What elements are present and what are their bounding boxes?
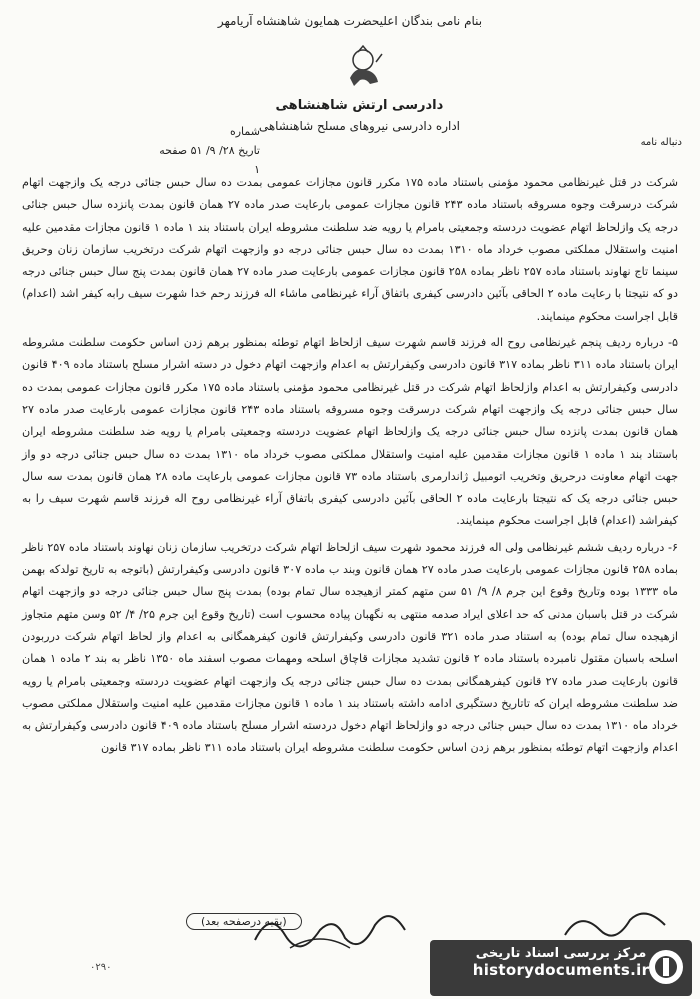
watermark-title: مرکز بررسی اسناد تاریخی [475, 946, 647, 961]
watermark-url: historydocuments.ir [472, 961, 650, 979]
organization-block [259, 96, 460, 136]
document-body [22, 172, 678, 764]
page-code: ۰۲۹۰ [90, 962, 112, 973]
continuation-note: (بقیه درصفحه بعد) [186, 913, 302, 930]
followup-label: دنباله نامه [640, 137, 682, 148]
invocation-header: بنام نامی بندگان اعلیحضرت همایون شاهنشاه آریامهر [217, 14, 483, 28]
organization-name: دادرسی ارتش شاهنشاهی [275, 98, 444, 113]
department-name: اداره دادرسی نیروهای مسلح شاهنشاهی [258, 119, 460, 133]
archive-watermark [430, 940, 692, 996]
date-label: تاریخ ۲۸/ ۹/ ۵۱ صفحه ۱ [159, 144, 260, 176]
paragraph: ۶- درباره ردیف ششم غیرنظامی ولی اله فرزند محمود شهرت سیف ازلحاظ اتهام شرکت درتخریب سازمان زنان نهاوند باستناد ماده ۲۵۷ ناظر بماده ۲۵۸ قانون مجازات عمومی بارعایت صدر ماده ۲۷ همان قانون وبند ب ماده ۳۰۷ قانون دادرسی وکیفرارتش (باتوجه به تاریخ تولدکه بهمن ماه ۱۳۳۳ بوده وتاریخ وقوع این جرم ۸/ ۹/ ۵۱ سن متهم کمتر ازهیجده سال تمام بوده) بمدت پنج سال حبس جنائی درجه دو وازجهت اتهام شرکت در قتل باسبان مدنی که حد اعلای ایراد صدمه منتهی به نگهبان پیاده محسوب است (تاریخ وقوع این جرم ۲۵/ ۴/ ۵۲ وسن متهم متجاوز ازهیجده سال تمام بوده) به استناد صدر ماده ۳۲۱ قانون دادرسی وکیفرارتش قانون کیفرهمگانی به اعدام واز لحاظ اتهام شرکت درربودن اسلحه باسبان مقتول نامبرده باستناد ماده ۲ قانون تشدید مجازات قاچاق اسلحه ومهمات مصوب اسفند ماه ۱۳۵۰ ناظر به بند ۲ ماده ۱ همان قانون بارعایت صدر ماده ۲۷ قانون کیفرهمگانی بمدت ده سال حبس جنائی درجه یک وازجهت اتهام عضویت دردسته وجمعیتی بامرام یا رویه ضد سلطنت مشروطه ایران که تاتاریخ دستگیری ادامه داشته باستناد بند ۱ ماده ۱ قانون مجازات مقدمین علیه امنیت واستقلال مملکتی مصوب خرداد ماه ۱۳۱۰ بمدت ده سال حبس جنائی درجه دو وازلحاظ اتهام دخول دردسته اشرار مسلح باستناد ماده ۴۰۹ قانون دادرسی وکیفرارتش به اعدام وازجهت اتهام توطئه بمنظور برهم زدن اساس حکومت سلطنت مشروطه ایران باستناد ماده ۳۱۱ ناظر بماده ۳۱۷ قانون [22, 540, 679, 755]
lion-and-sun-emblem [340, 44, 386, 94]
number-label: شماره [229, 125, 260, 138]
archive-logo-icon [646, 944, 686, 990]
document-meta [150, 122, 260, 179]
paragraph: ۵- درباره ردیف پنجم غیرنظامی روح اله فرزند قاسم شهرت سیف ازلحاظ اتهام توطئه بمنظور برهم زدن اساس حکومت سلطنت مشروطه ایران باستناد ماده ۳۱۱ ناظر بماده ۳۱۷ قانون دادرسی وکیفرارتش به اعدام وازجهت اتهام دخول در دسته اشرار مسلح باستناد ماده ۴۰۹ قانون دادرسی وکیفرارتش به اعدام وازلحاظ اتهام شرکت در قتل غیرنظامی محمود مؤمنی باستناد ماده ۱۷۵ مکرر قانون مجازات عمومی بمدت ده سال حبس جنائی درجه یک وازجهت اتهام شرکت درسرقت وجوه مسروقه باستناد ماده ۲۴۳ قانون مجازات عمومی بارعایت صدر ماده ۲۷ همان قانون بمدت پانزده سال حبس جنائی درجه یک وازلحاظ اتهام عضویت دردسته وجمعیتی بامرام یا رویه ضد سلطنت مشروطه ایران باستناد بند ۱ ماده ۱ قانون مجازات مقدمین علیه امنیت واستقلال مملکتی مصوب خرداد ماه ۱۳۱۰ بمدت ده سال حبس جنائی درجه دو واز جهت اتهام معاونت درحریق وتخریب اتومبیل ژاندارمری باستناد ماده ۷۳ قانون مجازات عمومی بارعایت ماده ۲۸ همان قانون بمدت سه سال حبس جنائی درجه یک که نتیجتا بارعایت ماده ۲ الحاقی بآئین دادرسی کیفری باتفاق آراء غیرنظامی روح اله فرزند قاسم شهرت سیف را به کیفراشد (اعدام) قابل اجراست محکوم مینمایند. [22, 336, 679, 528]
paragraph: شرکت در قتل غیرنظامی محمود مؤمنی باستناد ماده ۱۷۵ مکرر قانون مجازات عمومی بمدت ده سال حبس جنائی درجه یک وازجهت اتهام شرکت درسرقت وجوه مسروقه باستناد ماده ۲۴۳ قانون مجازات عمومی بارعایت صدر ماده ۲۷ همان قانون بمدت پانزده سال حبس جنائی درجه یک وازلحاظ اتهام عضویت دردسته وجمعیتی بامرام یا رویه ضد سلطنت مشروطه ایران باستناد بند ۱ ماده ۱ قانون مجازات مقدمین علیه امنیت واستقلال مملکتی مصوب خرداد ماه ۱۳۱۰ بمدت ده سال حبس جنائی درجه دو وازجهت اتهام شرکت درتخریب سازمان زنان وحریق سینما تاج نهاوند باستناد ماده ۲۵۷ ناظر بماده ۲۵۸ قانون مجازات عمومی بارعایت صدر ماده ۲۷ همان قانون بمدت پنج سال حبس جنائی درجه دو که نتیجتا با رعایت ماده ۲ الحاقی بآئین دادرسی کیفری باتفاق آراء غیرنظامی ماشاء اله فرزند رحم خدا شهرت سیف رابه کیفر اشد (اعدام) قابل اجراست محکوم مینمایند. [22, 176, 679, 323]
handwritten-signature [250, 900, 410, 960]
